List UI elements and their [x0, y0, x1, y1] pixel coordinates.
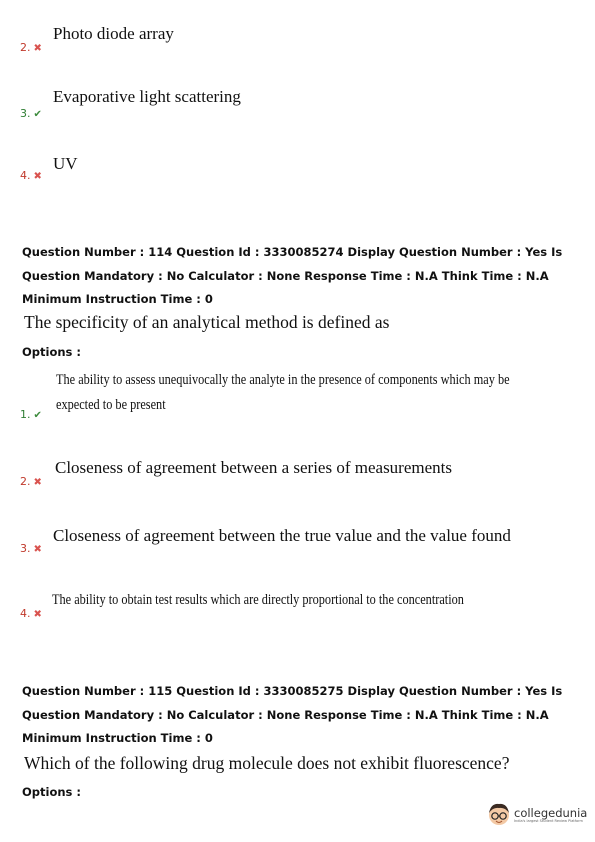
check-icon: ✔ [33, 109, 42, 120]
option-number-label: 2. [20, 475, 31, 488]
option-text: UV [53, 154, 78, 173]
option-number [20, 38, 42, 56]
cross-icon: ✖ [33, 477, 42, 488]
cross-icon: ✖ [33, 544, 42, 555]
logo-name: collegedunia [514, 805, 588, 820]
option-number [20, 166, 42, 184]
cross-icon: ✖ [33, 43, 42, 54]
option-number-label: 4. [20, 607, 31, 620]
question-meta: Question Number : 115 Question Id : 3330085275 Display Question Number : Yes Is Question Mandatory : No Calculator : None Response Time : N.A Think Time : N.A Minimum Instruction Time : 0 [22, 684, 563, 745]
question-text: Which of the following drug molecule does not exhibit fluorescence? [24, 753, 510, 773]
logo-tagline: India's largest Student Review Platform [514, 818, 583, 823]
option-number [20, 604, 42, 622]
option-number-label: 3. [20, 107, 31, 120]
option-text: Closeness of agreement between a series of measurements [55, 458, 452, 477]
option-text: Evaporative light scattering [53, 87, 241, 106]
question-meta: Question Number : 114 Question Id : 3330085274 Display Question Number : Yes Is Question Mandatory : No Calculator : None Response Time : N.A Think Time : N.A Minimum Instruction Time : 0 [22, 245, 563, 306]
option-number [20, 539, 42, 557]
option-number [20, 472, 42, 490]
option-text-line1: The ability to assess unequivocally the analyte in the presence of components which may be [56, 372, 510, 388]
option-text: Photo diode array [53, 24, 174, 43]
cross-icon: ✖ [33, 171, 42, 182]
option-number-label: 2. [20, 41, 31, 54]
option-number [20, 405, 42, 423]
option-number [20, 104, 42, 122]
options-label: Options : [22, 785, 81, 799]
check-icon: ✔ [33, 410, 42, 421]
cross-icon: ✖ [33, 609, 42, 620]
option-text: The ability to obtain test results which are directly proportional to the concentration [52, 592, 464, 608]
option-number-label: 4. [20, 169, 31, 182]
option-number-label: 1. [20, 408, 31, 421]
collegedunia-logo [487, 801, 587, 829]
option-text: Closeness of agreement between the true value and the value found [53, 526, 511, 545]
option-number-label: 3. [20, 542, 31, 555]
options-label: Options : [22, 345, 81, 359]
mascot-icon [487, 801, 511, 829]
option-text-line2: expected to be present [56, 397, 166, 413]
question-text: The specificity of an analytical method is defined as [24, 312, 390, 332]
